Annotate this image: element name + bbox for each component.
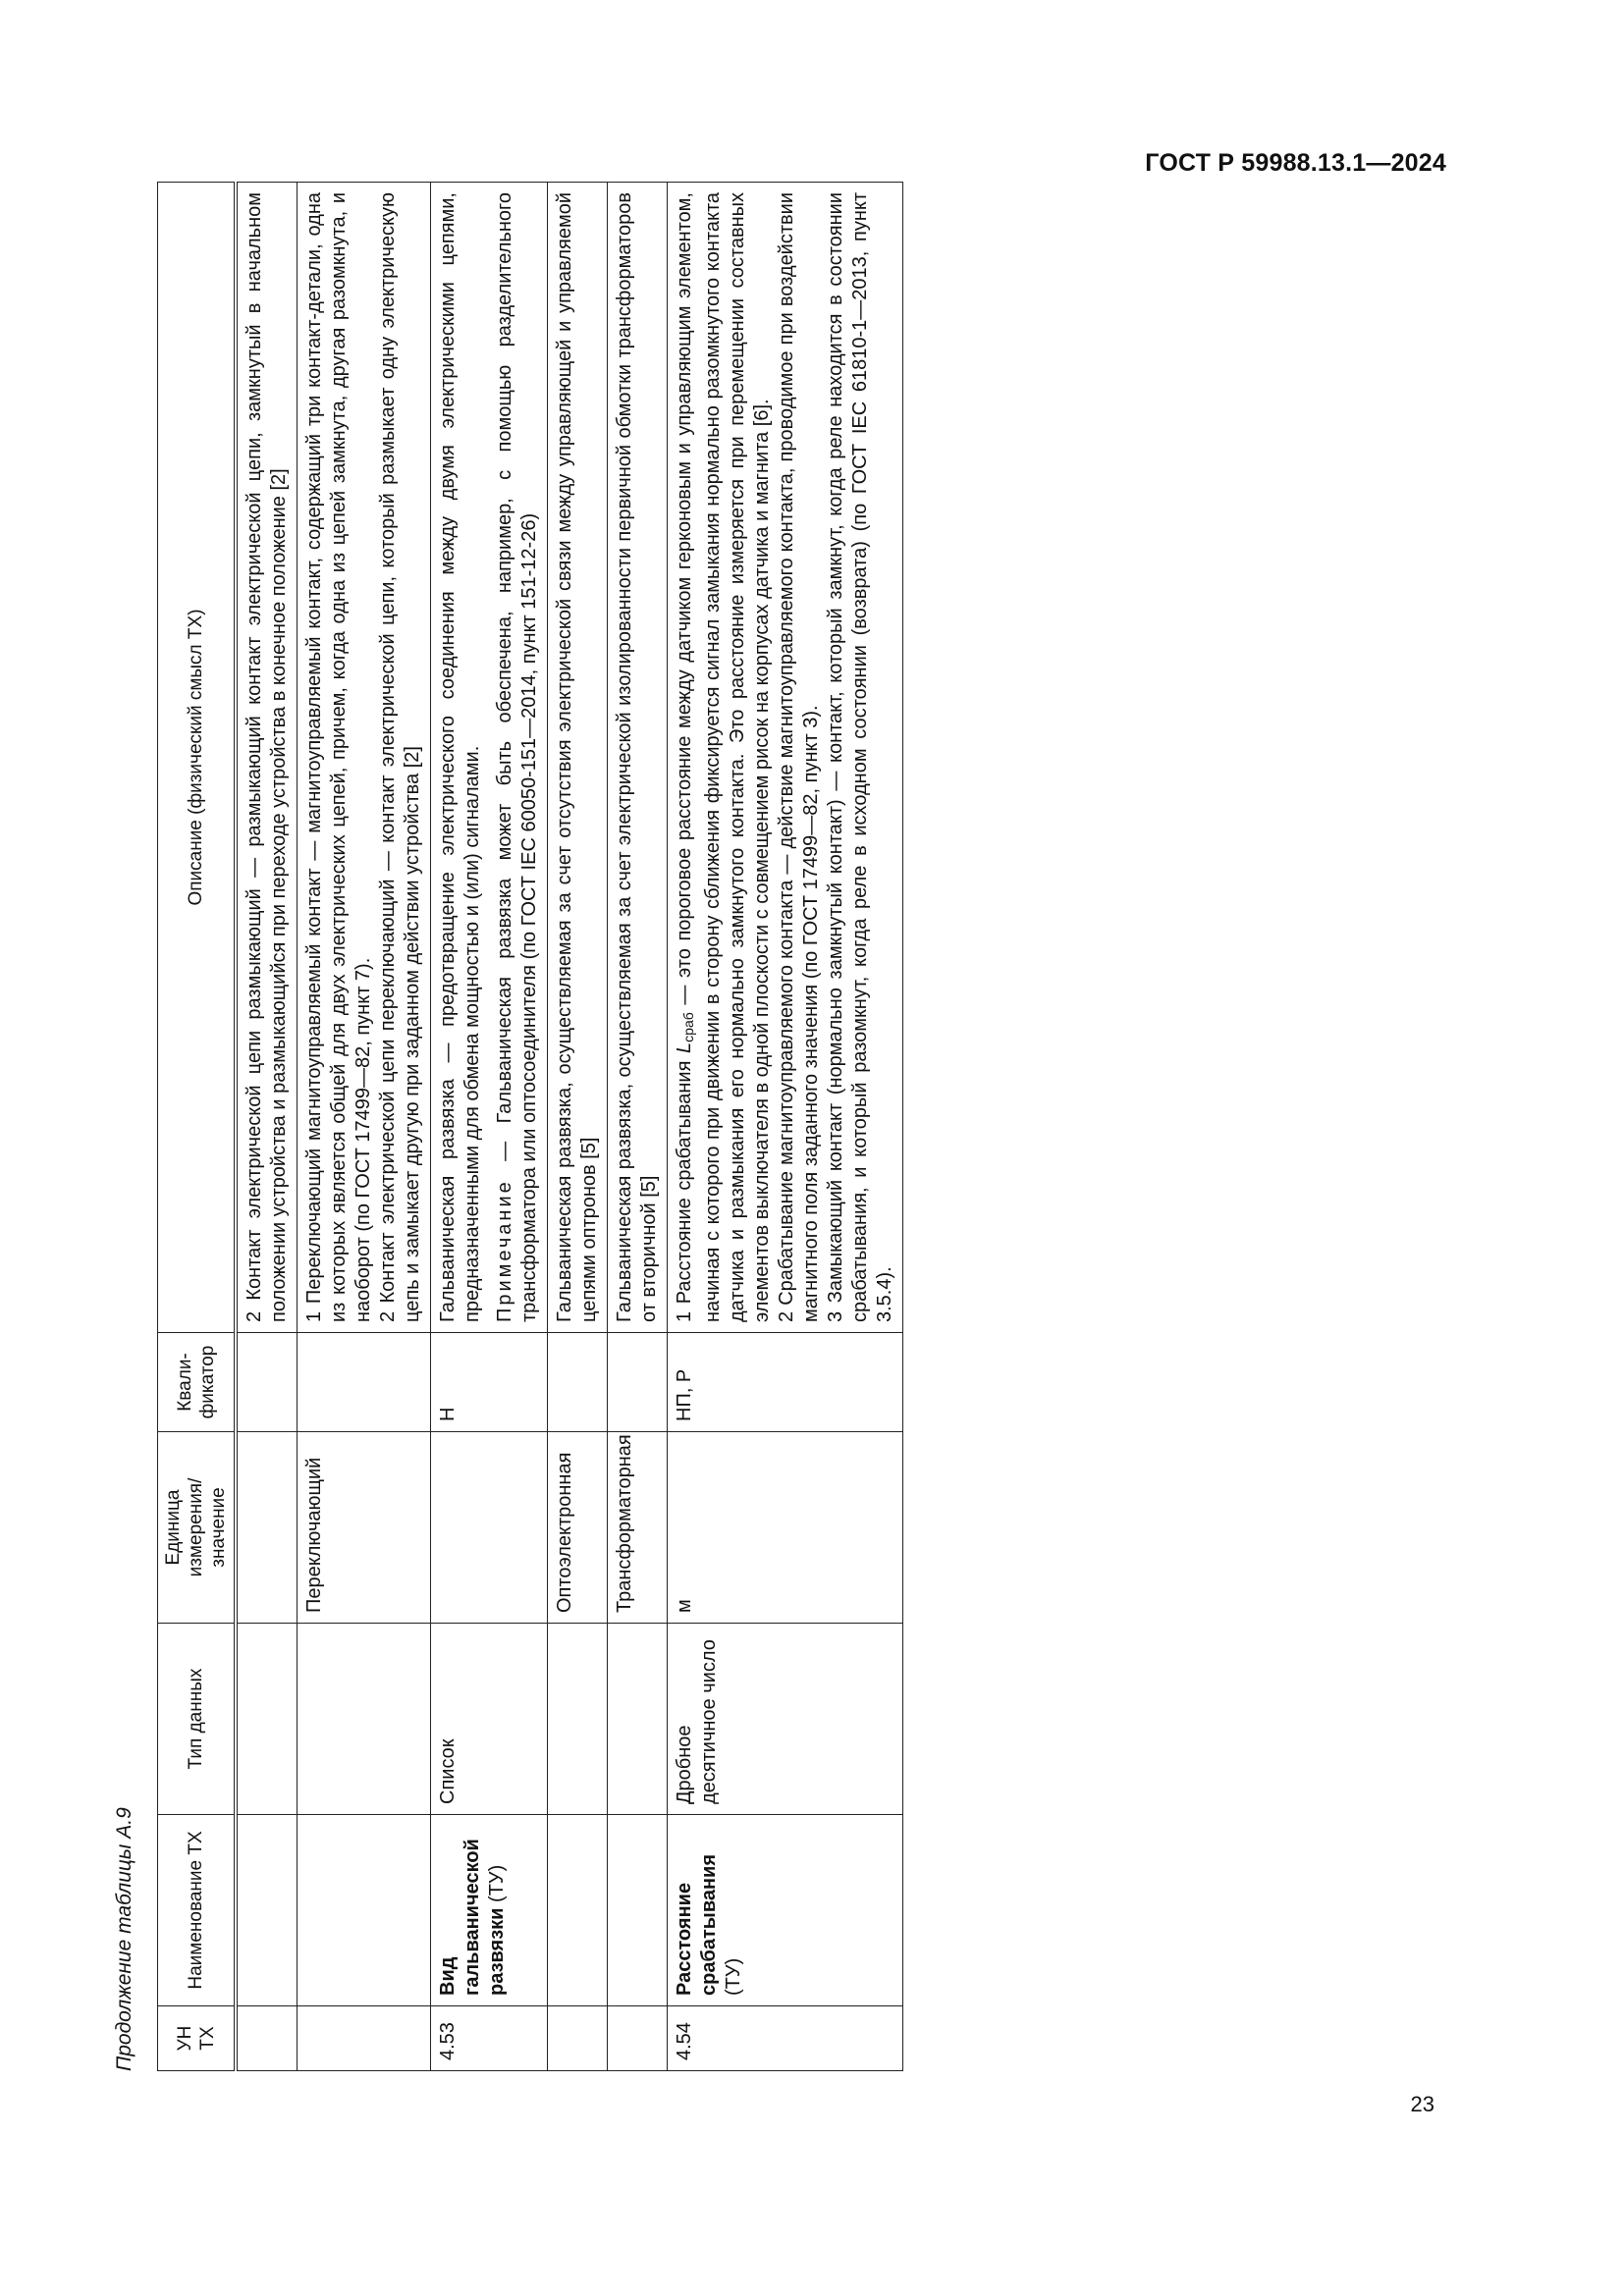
description-paragraph: Гальваническая развязка, осуществляемая за счет электрической изолированности первичной обмотки трансформаторов от вторичной [5]: [614, 192, 660, 1322]
cell-name: [298, 1815, 431, 2006]
cell-qualifier: [608, 1333, 668, 1432]
cell-unit: м: [668, 1432, 903, 1624]
rotated-table-page: [113, 182, 1448, 2071]
cell-qualifier: [236, 1333, 298, 1432]
cell-description: [298, 183, 431, 1333]
cell-name: [668, 1815, 903, 2006]
cell-description: [608, 183, 668, 1333]
table-a9: [157, 182, 903, 2071]
cell-type: [608, 1624, 668, 1815]
col-header-unit: Единица измерения/ значение: [158, 1432, 237, 1624]
cell-unit: [431, 1432, 548, 1624]
col-header-un: УН ТХ: [158, 2006, 237, 2071]
cell-qualifier: [548, 1333, 608, 1432]
col-header-name: Наименование ТХ: [158, 1815, 237, 2006]
cell-un: [608, 2006, 668, 2071]
cell-name: [236, 1815, 298, 2006]
col-header-description: Описание (физический смысл ТХ): [158, 183, 237, 1333]
cell-type: [236, 1624, 298, 1815]
cell-qualifier: [298, 1333, 431, 1432]
description-paragraph: 1 Расстояние срабатывания $L_{сраб}$ — это пороговое расстояние между датчиком герконовым и управляющим элементом, начиная с которого при движении в сторону сближения фиксируется сигнал замыкания нормально разомкнутого контакта датчика и размыкания его нормально замкнутого контакта. Это расстояние измеряется при перемещении составных элементов выключателя в одной плоскости с совмещением рисок на корпусах датчика и магнита [6].: [674, 192, 773, 1322]
description-paragraph: 2 Срабатывание магнитоуправляемого контакта — действие магнитоуправляемого контакта, проводимое при воздействии магнитного поля заданного значения (по ГОСТ 17499—82, пункт 3).: [776, 192, 822, 1322]
table-header-row: [158, 183, 237, 2071]
description-paragraph: Гальваническая развязка, осуществляемая за счет отсутствия электрической связи между управляющей и управляемой цепями оптронов [5]: [554, 192, 600, 1322]
symbol-l: L: [674, 1041, 695, 1053]
cell-qualifier: Н: [431, 1333, 548, 1432]
cell-un: 4.54: [668, 2006, 903, 2071]
cell-description: [236, 183, 298, 1333]
table-row: [431, 183, 548, 2071]
cell-un: [548, 2006, 608, 2071]
standard-designation: ГОСТ Р 59988.13.1—2024: [1145, 149, 1446, 177]
cell-type: [298, 1624, 431, 1815]
note-text: — Гальваническая развязка может быть обеспечена, например, с помощью разделительного трансформатора или оптосоединителя (по ГОСТ IEC 60050-151—2014, пункт 151-12-26): [494, 192, 540, 1322]
cell-un: 4.53: [431, 2006, 548, 2071]
note-paragraph: [493, 192, 542, 1322]
table-row: [298, 183, 431, 2071]
attribute-name: Расстояние срабатывания: [674, 1853, 720, 1996]
table-caption: Продолжение таблицы А.9: [113, 1807, 135, 2071]
cell-un: [298, 2006, 431, 2071]
cell-description: [548, 183, 608, 1333]
symbol-subscript: сраб: [680, 1012, 696, 1042]
attribute-name: Вид гальванической развязки: [437, 1839, 508, 1996]
cell-description: [668, 183, 903, 1333]
cell-unit: Трансформаторная: [608, 1432, 668, 1624]
col-header-qualifier: Квали-фикатор: [158, 1333, 237, 1432]
cell-unit: Оптоэлектронная: [548, 1432, 608, 1624]
table-row: [548, 183, 608, 2071]
description-paragraph: Гальваническая развязка — предотвращение электрического соединения между двумя электрическими цепями, предназначенными для обмена мощностью и (или) сигналами.: [437, 192, 483, 1322]
description-paragraph: 3 Замыкающий контакт (нормально замкнутый контакт) — контакт, который замкнут, когда реле находится в состоянии срабатывания, и который разомкнут, когда реле в исходном состоянии (возврата) (по ГОСТ IEC 61810-1—2013, пункт 3.5.4).: [825, 192, 895, 1322]
cell-unit: [236, 1432, 298, 1624]
cell-un: [236, 2006, 298, 2071]
table-row: [236, 183, 298, 2071]
description-paragraph: 2 Контакт электрической цепи переключающий — контакт электрической цепи, который размыкает одну электрическую цепь и замыкает другую при заданном действии устройства [2]: [377, 192, 423, 1322]
cell-name: [431, 1815, 548, 2006]
cell-type: Список: [431, 1624, 548, 1815]
page-number: 23: [1410, 2092, 1435, 2116]
description-paragraph: 1 Переключающий магнитоуправляемый контакт — магнитоуправляемый контакт, содержащий три контакт-детали, одна из которых является общей для двух электрических цепей, причем, когда одна из цепей замкнута, другая разомкнута, и наоборот (по ГОСТ 17499—82, пункт 7).: [303, 192, 374, 1322]
cell-unit: Переключающий: [298, 1432, 431, 1624]
attribute-name-suffix: (ТУ): [486, 1864, 508, 1908]
cell-type: [548, 1624, 608, 1815]
cell-qualifier: НП, Р: [668, 1333, 903, 1432]
cell-description: [431, 183, 548, 1333]
cell-name: [548, 1815, 608, 2006]
cell-name: [608, 1815, 668, 2006]
note-label: Примечание: [494, 1179, 515, 1322]
cell-type: Дробное десятичное число: [668, 1624, 903, 1815]
col-header-type: Тип данных: [158, 1624, 237, 1815]
description-paragraph: 2 Контакт электрической цепи размыкающий — размыкающий контакт электрической цепи, замкнутый в начальном положении устройства и размыкающийся при переходе устройства в конечное положение [2]: [244, 192, 290, 1322]
table-row: [608, 183, 668, 2071]
table-row: [668, 183, 903, 2071]
attribute-name-suffix: (ТУ): [723, 1957, 744, 1996]
